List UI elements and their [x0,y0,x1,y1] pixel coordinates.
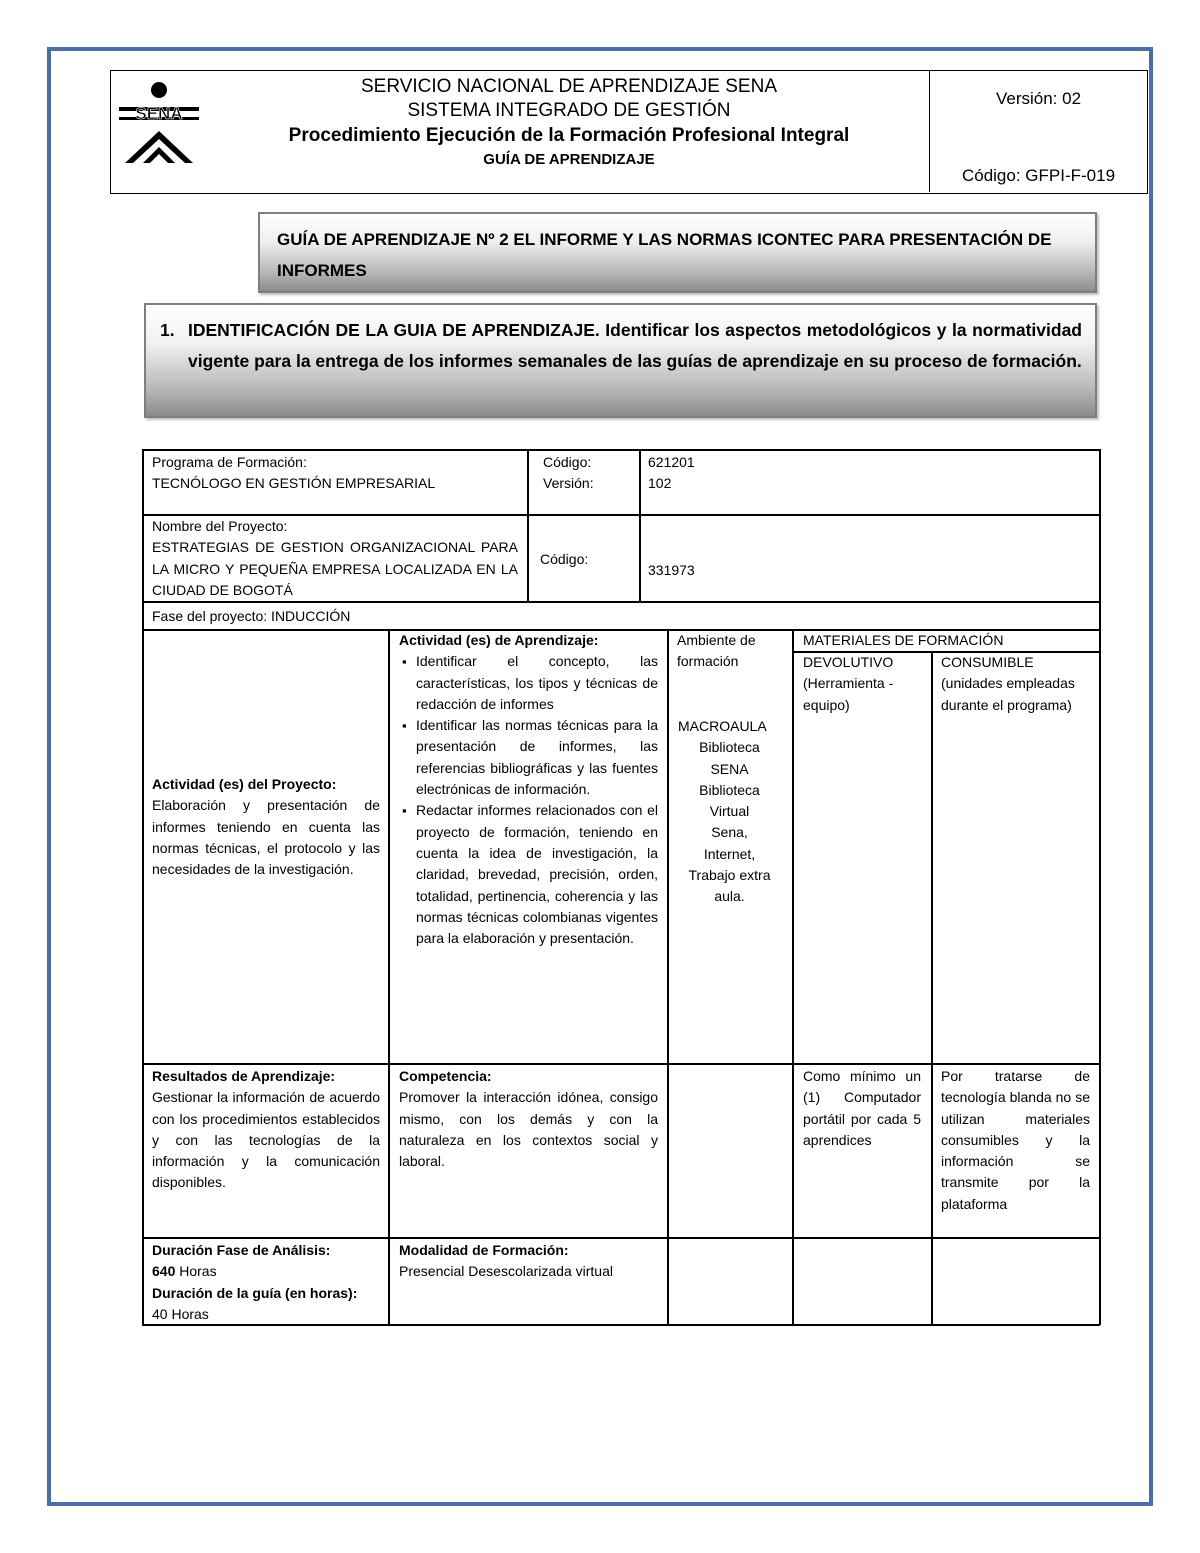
program-value: TECNÓLOGO EN GESTIÓN EMPRESARIAL [152,475,436,492]
table-line [667,629,669,1325]
learning-activity-list [399,651,658,949]
project-code-label: Código: [540,551,589,567]
table-line [142,1063,1100,1065]
consumible-value: Por tratarse de tecnología blanda no se utilizan materiales consumibles y la información se transmite por la plataforma [941,1068,1090,1212]
table-line [388,629,390,1325]
duration-cell [152,1240,384,1325]
table-line [527,449,529,602]
table-line [1099,449,1101,1325]
guide-title: GUÍA DE APRENDIZAJE Nº 2 EL INFORME Y LAS NORMAS ICONTEC PARA PRESENTACIÓN DE INFORMES [277,230,1052,280]
table-line [639,449,641,602]
sena-logo-icon [115,77,203,167]
header-version: Versión: 02 [995,89,1082,108]
duration-phase-value [152,1261,384,1282]
results-label: Resultados de Aprendizaje: [152,1068,336,1084]
guide-title-box [258,212,1097,293]
environment-line: Virtual [709,803,750,820]
modality-label: Modalidad de Formación: [399,1242,569,1258]
header-meta [929,71,1147,192]
program-code-labels [543,452,635,495]
header-code: Código: GFPI-F-019 [961,166,1116,185]
header-line-1: SERVICIO NACIONAL DE APRENDIZAJE SENA [361,76,777,97]
environment-line: SENA [710,760,749,777]
program-version-label: Versión: [543,475,594,492]
consumible-header [941,652,1091,716]
environment-line: MACROAULA [678,718,767,734]
list-item: ▪ Identificar el concepto, las características, los tipos y técnicas de redacción de informes [399,651,658,715]
list-item: ▪ Redactar informes relacionados con el proyecto de formación, teniendo en cuenta la idea de investigación, la claridad, brevedad, precisión, orden, totalidad, pertinencia, coherencia y las normas técnicas colombianas vigentes para la elaboración y presentación. [399,800,658,949]
duration-phase-label: Duración Fase de Análisis: [152,1242,331,1258]
project-activity-cell [152,774,380,880]
table-line [142,1237,1100,1239]
duration-guide-label: Duración de la guía (en horas): [152,1284,358,1301]
program-code-value: 621201 [648,454,695,470]
competence-cell [399,1066,658,1172]
environment-line: Biblioteca [699,739,760,756]
program-code-values [648,452,1088,495]
table-line [142,449,144,1325]
header-line-4: GUÍA DE APRENDIZAJE [483,151,655,168]
project-value: ESTRATEGIAS DE GESTION ORGANIZACIONAL PARA LA MICRO Y PEQUEÑA EMPRESA LOCALIZADA EN LA CIUDAD DE BOGOTÁ [152,539,518,598]
competence-label: Competencia: [399,1068,492,1084]
project-cell [152,516,518,601]
environment-line: Biblioteca [699,781,760,798]
results-text: Gestionar la información de acuerdo con los procedimientos establecidos y con las tecnologías de la información y la comunicación disponibles. [152,1089,380,1191]
table-line [142,449,1100,451]
table-line [931,651,933,1325]
devolutivo-sub: (Herramienta - equipo) [803,675,894,713]
environment-line: Internet, [703,845,756,862]
program-label: Programa de Formación: [152,454,307,470]
header-line-2: SISTEMA INTEGRADO DE GESTIÓN [407,100,731,121]
duration-phase-hours: 640 [152,1263,176,1280]
results-cell [152,1066,380,1194]
table-line [792,629,794,1325]
program-cell [152,452,522,495]
project-label: Nombre del Proyecto: [152,518,288,534]
environment-line: Sena, [711,824,748,841]
consumible-label: CONSUMIBLE [941,654,1034,670]
program-code-label: Código: [543,454,592,470]
consumible-sub: (unidades empleadas durante el programa) [941,675,1075,713]
modality-value: Presencial Desescolarizada virtual [399,1263,613,1280]
table-line [142,601,1100,603]
learning-activity-label: Actividad (es) de Aprendizaje: [399,632,599,648]
modality-cell [399,1240,658,1283]
devolutivo-value: Como mínimo un (1) Computador portátil por cada 5 aprendices [803,1068,921,1148]
environment-line: aula. [714,888,745,905]
duration-guide-value: 40 Horas [152,1305,209,1322]
list-item: ▪ Identificar las normas técnicas para la presentación de informes, las referencias bibliográficas y las fuentes electrónicas de información. [399,715,658,800]
project-activity-text: Elaboración y presentación de informes teniendo en cuenta las normas técnicas, el protocolo y las necesidades de la investigación. [152,797,380,878]
identification-number: 1. [160,320,175,340]
materials-label: MATERIALES DE FORMACIÓN [803,632,1004,648]
program-version-value: 102 [648,475,672,492]
project-code-value: 331973 [648,562,695,578]
devolutivo-header [803,652,927,716]
project-phase: Fase del proyecto: INDUCCIÓN [152,608,351,624]
project-activity-label: Actividad (es) del Proyecto: [152,776,337,792]
environment-label: Ambiente de formación [677,632,756,670]
environment-cell [672,716,787,908]
header-line-3: Procedimiento Ejecución de la Formación Profesional Integral [288,125,850,146]
devolutivo-label: DEVOLUTIVO [803,654,894,670]
duration-phase-unit: Horas [179,1263,217,1280]
learning-activity-cell [399,630,658,949]
identification-box [144,303,1097,418]
logo-text: SENA [135,104,183,123]
header-titles [211,75,927,172]
competence-text: Promover la interacción idónea, consigo mismo, con los demás y con la naturaleza en los contextos social y laboral. [399,1089,658,1170]
document-header [110,70,1148,194]
identification-text: IDENTIFICACIÓN DE LA GUIA DE APRENDIZAJE. Identificar los aspectos metodológicos y la normatividad vigente para la entrega de los informes semanales de las guías de aprendizaje en su proceso de formación. [188,320,1082,371]
environment-line: Trabajo extra [688,867,771,884]
